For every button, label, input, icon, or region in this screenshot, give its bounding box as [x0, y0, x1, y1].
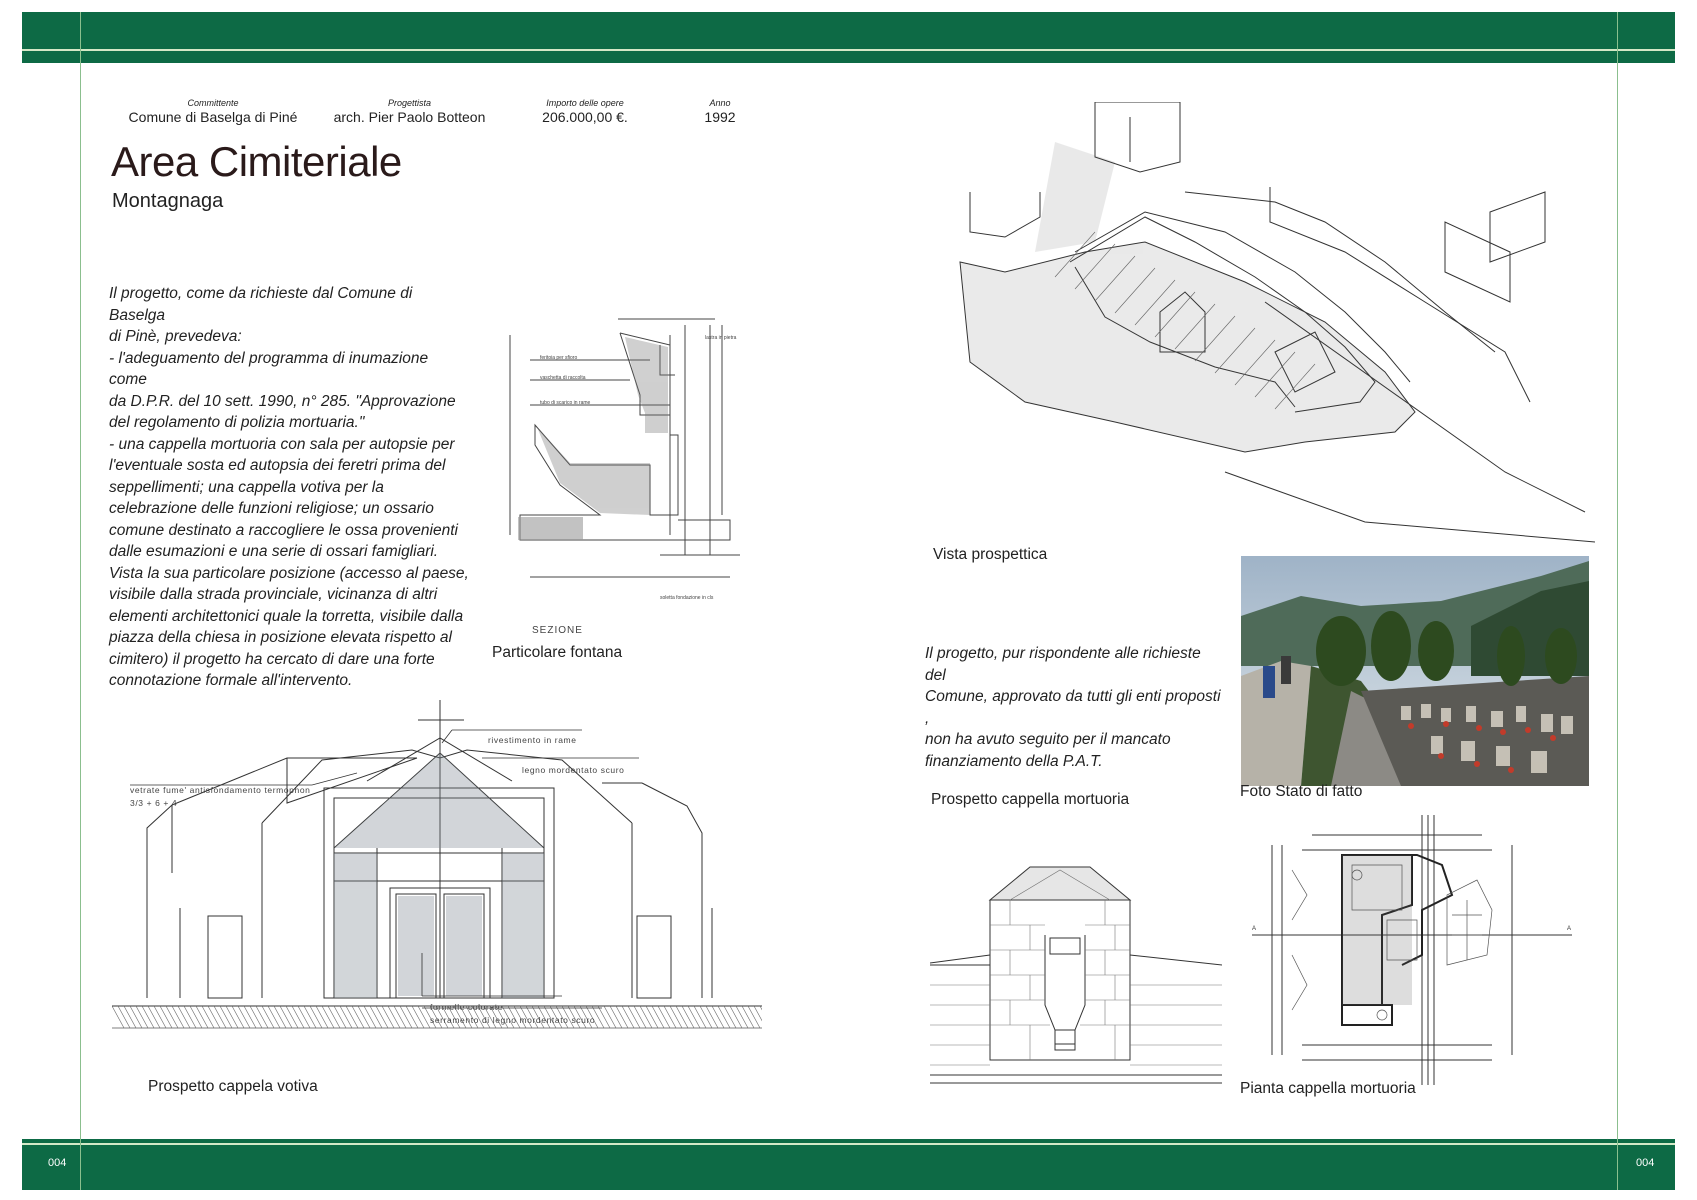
top-band-rule: [22, 49, 1675, 51]
meta-anno-value: 1992: [704, 109, 736, 125]
ground-hatch-line: [178, 1006, 190, 1028]
ground-hatch-line: [622, 1006, 634, 1028]
ground-hatch-line: [310, 1006, 322, 1028]
photo-person-1: [1263, 666, 1275, 698]
label-rivestimento: rivestimento in rame: [488, 735, 577, 745]
ground-hatch-line: [712, 1006, 724, 1028]
ground-hatch-line: [730, 1006, 742, 1028]
ground-hatch-line: [742, 1006, 754, 1028]
ground-hatch-line: [274, 1006, 286, 1028]
ground-hatch-line: [322, 1006, 334, 1028]
label-serramento: serramento di legno mordentato scuro: [430, 1015, 596, 1025]
ground-hatch-line: [718, 1006, 730, 1028]
ground-hatch-line: [652, 1006, 664, 1028]
note-line: Comune, approvato da tutti gli enti proposti ,: [925, 688, 1221, 727]
bottom-band: [22, 1139, 1675, 1190]
ground-hatch-line: [634, 1006, 646, 1028]
intro-line: Il progetto, come da richieste dal Comune di Baselga: [109, 285, 413, 324]
caption-fontana: Particolare fontana: [492, 644, 623, 661]
current-state-photo: [1241, 556, 1589, 786]
ground-hatch-line: [382, 1006, 394, 1028]
ground-hatch-line: [598, 1006, 610, 1028]
meta-importo: [520, 98, 650, 125]
ground-hatch-line: [268, 1006, 280, 1028]
ground-hatch-line: [286, 1006, 298, 1028]
ground-hatch-line: [208, 1006, 220, 1028]
ground-hatch-line: [646, 1006, 658, 1028]
svg-text:tubo di scarico in rame: tubo di scarico in rame: [540, 400, 591, 406]
section-label: SEZIONE: [532, 625, 583, 635]
ground-hatch-line: [328, 1006, 340, 1028]
meta-importo-label: Importo delle opere: [546, 98, 624, 108]
svg-text:lastra in pietra: lastra in pietra: [705, 335, 737, 341]
ground-hatch-line: [142, 1006, 154, 1028]
ground-hatch-line: [280, 1006, 292, 1028]
svg-text:A: A: [1567, 926, 1572, 932]
votive-chapel-elevation: [112, 698, 762, 1038]
page-title: Area Cimiteriale: [111, 138, 402, 185]
ground-hatch-line: [664, 1006, 676, 1028]
ground-hatch-line: [376, 1006, 388, 1028]
ground-hatch-line: [670, 1006, 682, 1028]
ground-hatch-line: [262, 1006, 274, 1028]
ground-hatch-line: [610, 1006, 622, 1028]
ground-hatch-line: [364, 1006, 376, 1028]
ground-hatch-line: [418, 1006, 430, 1028]
ground-hatch-line: [112, 1006, 124, 1028]
ground-hatch-line: [238, 1006, 250, 1028]
ground-hatch-line: [220, 1006, 232, 1028]
ground-hatch-line: [676, 1006, 688, 1028]
svg-text:A: A: [1252, 926, 1257, 932]
note-line: Il progetto, pur rispondente alle richieste del: [925, 645, 1201, 684]
intro-line: - l'adeguamento del programma di inumazione come: [109, 349, 429, 388]
caption-prospetto-mortuaria: Prospetto cappella mortuoria: [931, 791, 1130, 808]
ground-hatch-line: [340, 1006, 352, 1028]
photo-person-2: [1281, 656, 1291, 684]
ground-hatch-line: [346, 1006, 358, 1028]
meta-committente-label: Committente: [187, 98, 239, 108]
svg-text:soletta fondazione in cls: soletta fondazione in cls: [660, 595, 714, 601]
ground-hatch-line: [124, 1006, 136, 1028]
mortuary-chapel-plan: [1242, 815, 1587, 1085]
intro-line: elementi architettonici quale la torretta, visibile dalla: [109, 607, 464, 625]
intro-line: l'eventuale sosta ed autopsia dei feretri prima del: [109, 457, 446, 474]
ground-hatch-line: [628, 1006, 640, 1028]
caption-prospettica: Vista prospettica: [933, 546, 1048, 563]
right-margin-line: [1617, 12, 1618, 1190]
intro-line: Vista la sua particolare posizione (accesso al paese,: [109, 564, 469, 582]
ground-hatch-line: [406, 1006, 418, 1028]
svg-text:vaschetta di raccolta: vaschetta di raccolta: [540, 375, 586, 381]
meta-anno: [690, 98, 750, 125]
ground-hatch-line: [394, 1006, 406, 1028]
ground-hatch-line: [202, 1006, 214, 1028]
page-number-left: 004: [48, 1157, 67, 1169]
ground-hatch-line: [388, 1006, 400, 1028]
intro-line: cimitero) il progetto ha cercato di dare una forte: [109, 650, 435, 668]
ground-hatch-line: [250, 1006, 262, 1028]
intro-line: piazza della chiesa in posizione elevata rispetto al: [109, 629, 452, 646]
intro-line: da D.P.R. del 10 sett. 1990, n° 285. "Approvazione: [109, 392, 456, 410]
ground-hatch-line: [304, 1006, 316, 1028]
ground-hatch-line: [136, 1006, 148, 1028]
label-legno: legno mordentato scuro: [522, 765, 625, 775]
label-formelle: formelle colorate: [430, 1002, 504, 1012]
meta-committente-value: Comune di Baselga di Piné: [128, 109, 298, 125]
caption-pianta-mortuaria: Pianta cappella mortuoria: [1240, 1080, 1416, 1097]
ground-hatch-line: [688, 1006, 700, 1028]
ground-hatch-line: [166, 1006, 178, 1028]
top-band: [22, 12, 1675, 63]
ground-hatch-line: [196, 1006, 208, 1028]
meta-progettista-label: Progettista: [387, 98, 432, 108]
ground-hatch-line: [412, 1006, 424, 1028]
meta-committente: [118, 98, 308, 125]
ground-hatch-line: [244, 1006, 256, 1028]
ground-hatch-line: [352, 1006, 364, 1028]
ground-hatch-line: [130, 1006, 142, 1028]
note-line: finanziamento della P.A.T.: [925, 752, 1103, 770]
label-vetrate: vetrate fume' antisfondamento termophon: [130, 785, 311, 795]
mortuary-chapel-elevation: [930, 855, 1222, 1095]
ground-hatch-line: [148, 1006, 160, 1028]
ground-hatch-line: [190, 1006, 202, 1028]
intro-line: del regolamento di polizia mortuaria.": [109, 414, 365, 431]
note-line: non ha avuto seguito per il mancato: [925, 731, 1171, 748]
ground-hatch-line: [616, 1006, 628, 1028]
intro-line: dalle esumazioni e una serie di ossari famigliari.: [109, 543, 439, 560]
ground-hatch-line: [736, 1006, 748, 1028]
label-vetrate-spec: 3/3 + 6 + 4: [130, 798, 178, 808]
meta-progettista-value: arch. Pier Paolo Botteon: [333, 109, 486, 125]
ground-hatch-line: [604, 1006, 616, 1028]
ground-hatch-line: [334, 1006, 346, 1028]
fountain-section-drawing: [500, 315, 765, 635]
ground-hatch-line: [640, 1006, 652, 1028]
ground-hatch-line: [214, 1006, 226, 1028]
meta-progettista: [322, 98, 497, 125]
ground-hatch-line: [232, 1006, 244, 1028]
ground-hatch-line: [226, 1006, 238, 1028]
ground-hatch-line: [700, 1006, 712, 1028]
intro-line: seppellimenti; una cappella votiva per la: [109, 478, 384, 496]
note-paragraph: [925, 643, 1225, 772]
ground-hatch-line: [184, 1006, 196, 1028]
ground-hatch-line: [172, 1006, 184, 1028]
ground-hatch-line: [292, 1006, 304, 1028]
ground-hatch-line: [298, 1006, 310, 1028]
meta-importo-value: 206.000,00 €.: [542, 109, 628, 125]
ground-hatch-line: [370, 1006, 382, 1028]
intro-line: connotazione formale all'intervento.: [109, 672, 353, 689]
ground-hatch-line: [160, 1006, 172, 1028]
caption-votiva: Prospetto cappela votiva: [148, 1078, 318, 1095]
ground-hatch-line: [256, 1006, 268, 1028]
ground-hatch-line: [316, 1006, 328, 1028]
intro-line: visibile dalla strada provinciale, vicinanza di altri: [109, 586, 438, 603]
caption-foto: Foto Stato di fatto: [1240, 783, 1363, 800]
svg-text:feritoia per sfioro: feritoia per sfioro: [540, 355, 578, 361]
ground-hatch-line: [682, 1006, 694, 1028]
fountain-foundation: [518, 517, 583, 540]
ground-hatch-line: [694, 1006, 706, 1028]
left-margin-line: [80, 12, 81, 1190]
meta-anno-label: Anno: [709, 98, 731, 108]
intro-line: di Pinè, prevedeva:: [109, 328, 242, 345]
ground-hatch-line: [658, 1006, 670, 1028]
perspective-view-drawing: [945, 102, 1595, 552]
ground-hatch-line: [154, 1006, 166, 1028]
ground-hatch-line: [724, 1006, 736, 1028]
bottom-band-rule: [22, 1143, 1675, 1145]
page-number-right: 004: [1636, 1157, 1655, 1169]
ground-hatch-line: [400, 1006, 412, 1028]
ground-hatch-line: [118, 1006, 130, 1028]
intro-line: comune destinato a raccogliere le ossa provenienti: [109, 521, 458, 539]
ground-hatch-line: [706, 1006, 718, 1028]
intro-line: celebrazione delle funzioni religiose; un ossario: [109, 500, 434, 517]
intro-line: - una cappella mortuoria con sala per autopsie per: [109, 435, 455, 453]
ground-hatch-line: [748, 1006, 760, 1028]
intro-paragraph: [109, 283, 469, 692]
ground-hatch-line: [358, 1006, 370, 1028]
page-subtitle: Montagnaga: [112, 190, 224, 212]
